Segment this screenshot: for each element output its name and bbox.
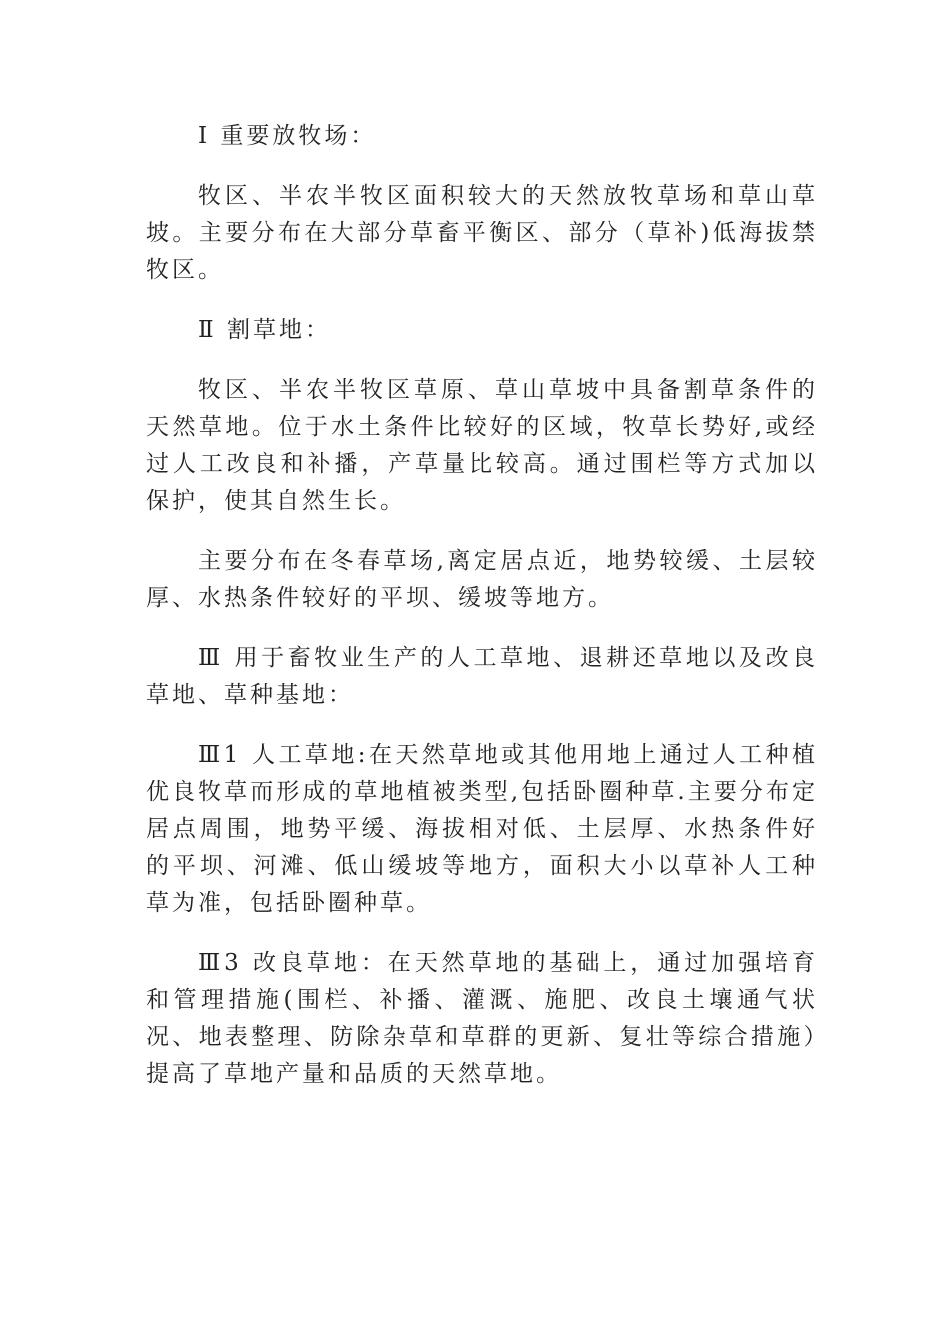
- heading-hay-land: Ⅱ 割草地：: [198, 317, 331, 343]
- document-body: [146, 118, 818, 1116]
- paragraph-hay-land-distribution: 主要分布在冬春草场,离定居点近，地势较缓、土层较厚、水热条件较好的平坝、缓坡等地方。: [146, 548, 818, 611]
- paragraph-artificial-grassland: Ⅲ1 人工草地:在天然草地或其他用地上通过人工种植优良牧草而形成的草地植被类型,包括卧圈种草.主要分布定居点周围，地势平缓、海拔相对低、土层厚、水热条件好的平坝、河滩、低山缓坡等地方，面积大小以草补人工种草为准，包括卧圈种草。: [146, 742, 818, 916]
- paragraph-hay-land: 牧区、半农半牧区草原、草山草坡中具备割草条件的天然草地。位于水土条件比较好的区域，牧草长势好,或经过人工改良和补播，产草量比较高。通过围栏等方式加以保护，使其自然生长。: [146, 377, 818, 514]
- heading-grazing-land: Ⅰ 重要放牧场：: [198, 123, 377, 149]
- paragraph-grazing-land: 牧区、半农半牧区面积较大的天然放牧草场和草山草坡。主要分布在大部分草畜平衡区、部分（草补)低海拔禁牧区。: [146, 183, 818, 283]
- paragraph-improved-grassland: Ⅲ3 改良草地：在天然草地的基础上，通过加强培育和管理措施(围栏、补播、灌溉、施肥、改良土壤通气状况、地表整理、防除杂草和草群的更新、复壮等综合措施）提高了草地产量和品质的天然草地。: [146, 950, 818, 1087]
- heading-artificial-grassland: Ⅲ 用于畜牧业生产的人工草地、退耕还草地以及改良草地、草种基地：: [146, 645, 818, 708]
